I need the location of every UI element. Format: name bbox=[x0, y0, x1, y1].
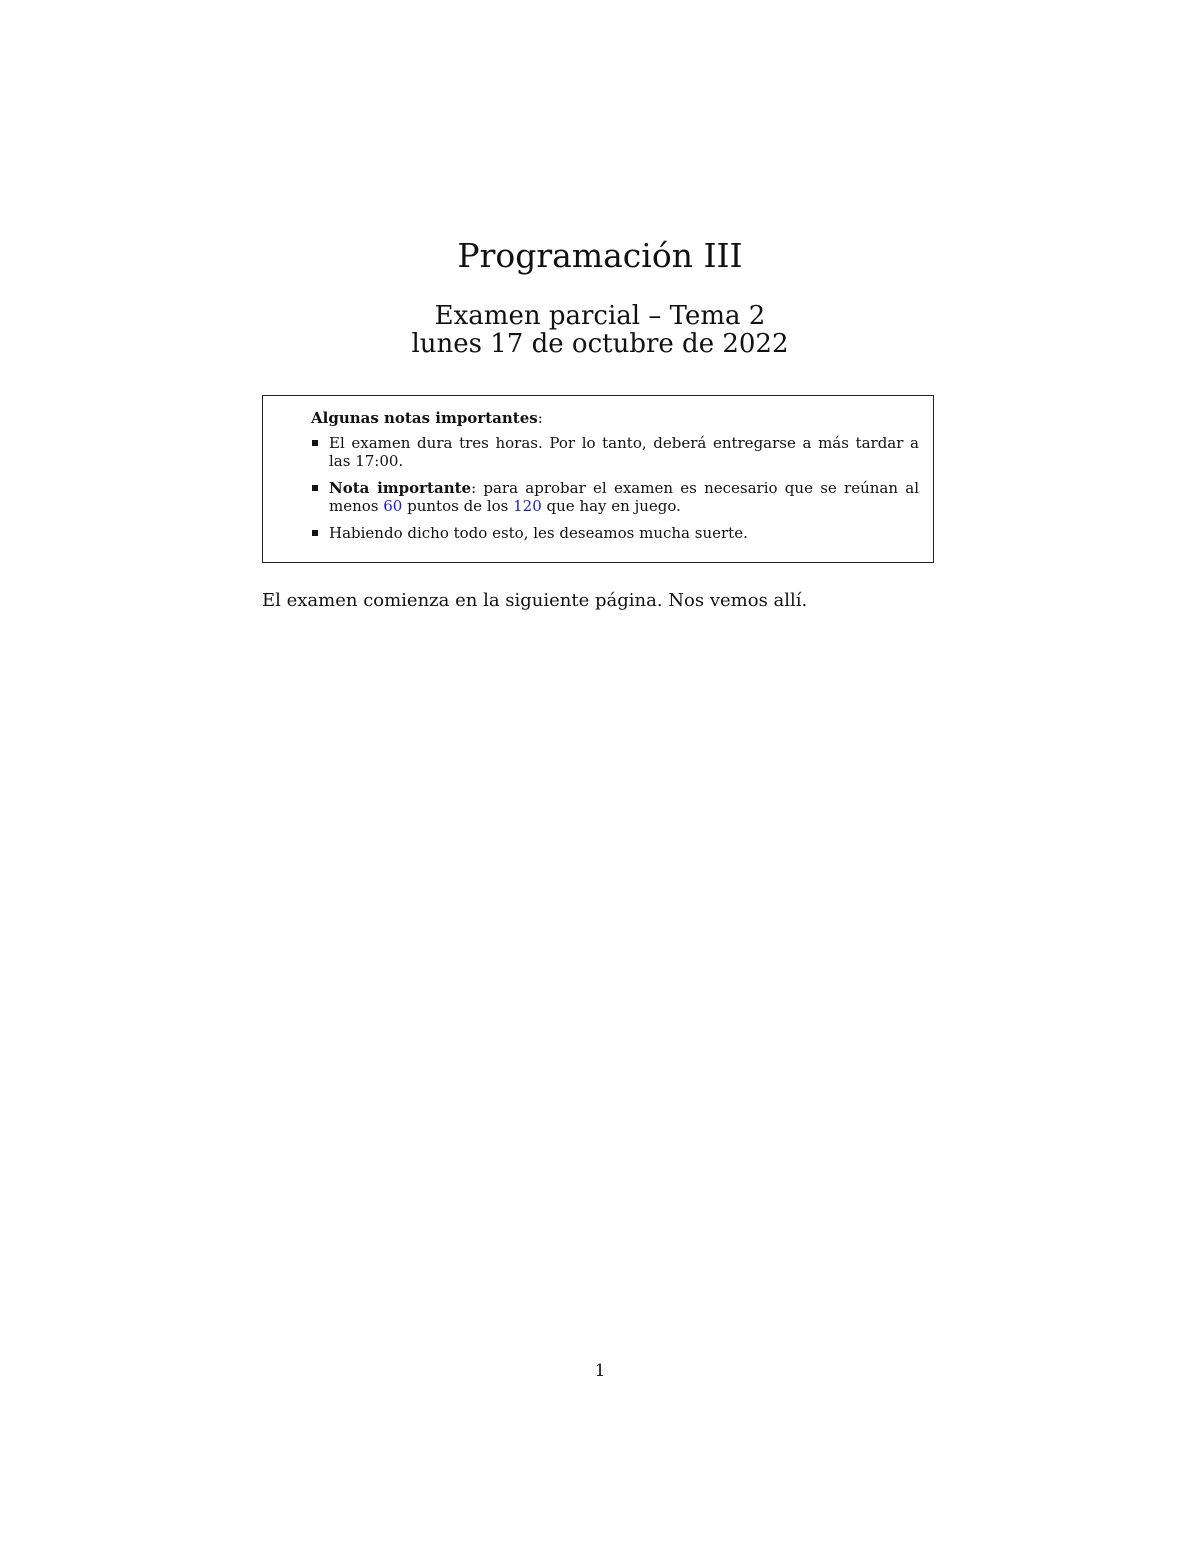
list-item bbox=[311, 524, 919, 542]
notes-list bbox=[311, 434, 919, 551]
important-notes-box bbox=[262, 395, 934, 563]
note-text: puntos de los bbox=[402, 497, 514, 515]
exam-subtitle bbox=[0, 302, 1200, 358]
list-item bbox=[311, 434, 919, 470]
points-total-link[interactable]: 120 bbox=[513, 497, 542, 515]
points-required-link[interactable]: 60 bbox=[383, 497, 403, 515]
document-title: Programación III bbox=[457, 236, 743, 275]
note-emphasis: Nota importante bbox=[329, 479, 472, 497]
exam-type: Examen parcial – Tema 2 bbox=[434, 301, 766, 331]
list-item bbox=[311, 479, 919, 515]
note-text: Habiendo dicho todo esto, les deseamos mucha suerte. bbox=[329, 524, 748, 542]
note-text: que hay en juego. bbox=[541, 497, 681, 515]
note-text: : para aprobar el examen es necesario que se reúnan al menos bbox=[329, 479, 920, 515]
square-bullet-icon bbox=[312, 485, 318, 491]
square-bullet-icon bbox=[312, 440, 318, 446]
note-text: El examen dura tres horas. Por lo tanto, deberá entregarse a más tardar a las 17:00. bbox=[329, 434, 919, 470]
square-bullet-icon bbox=[312, 530, 318, 536]
intro-paragraph: El examen comienza en la siguiente página. Nos vemos allí. bbox=[262, 590, 808, 611]
notes-heading-label: Algunas notas importantes bbox=[311, 409, 538, 427]
notes-heading bbox=[311, 408, 543, 428]
exam-date: lunes 17 de octubre de 2022 bbox=[411, 329, 789, 359]
page-number: 1 bbox=[594, 1361, 606, 1381]
notes-heading-colon: : bbox=[537, 409, 543, 427]
